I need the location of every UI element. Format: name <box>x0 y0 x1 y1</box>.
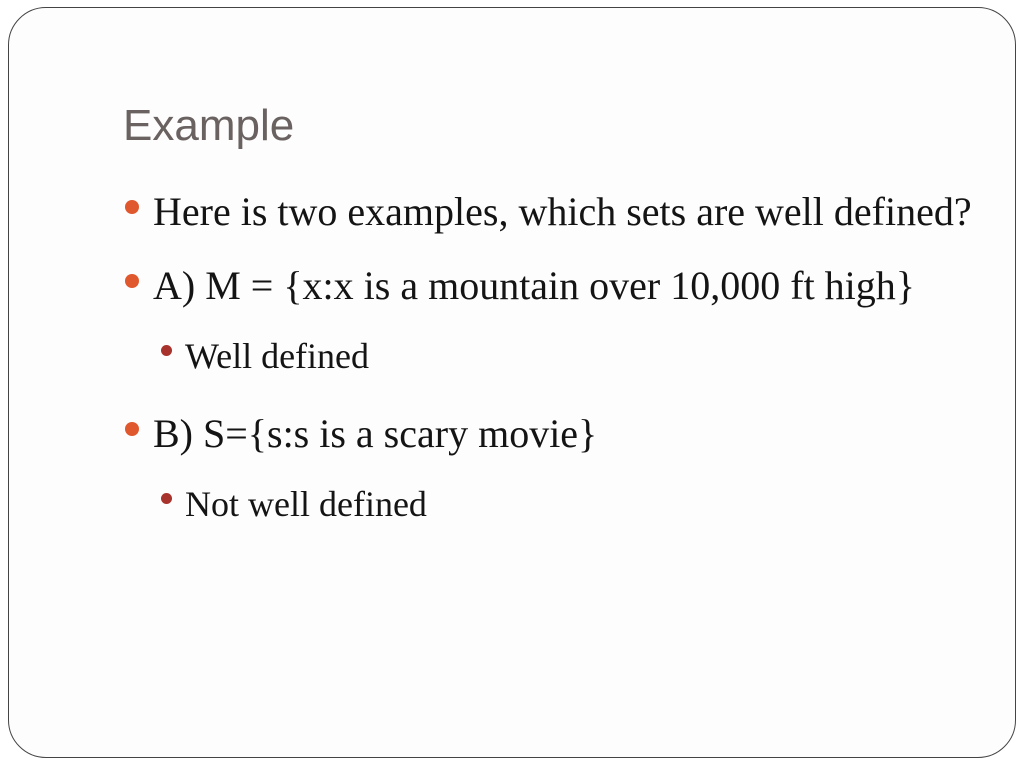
small-circle-bullet-icon <box>161 345 172 356</box>
slide-body <box>121 180 1001 550</box>
sub-bullet-item <box>157 328 1001 384</box>
bullet-text: Here is two examples, which sets are well defined? <box>153 189 972 234</box>
bullet-item <box>121 402 1001 466</box>
bullet-item <box>121 180 1001 244</box>
bullet-item <box>121 254 1001 318</box>
circle-bullet-icon <box>125 200 139 214</box>
sub-bullet-text: Well defined <box>185 336 370 376</box>
bullet-text: B) S={s:s is a scary movie} <box>153 411 598 456</box>
small-circle-bullet-icon <box>161 493 172 504</box>
circle-bullet-icon <box>125 422 139 436</box>
sub-bullet-item <box>157 476 1001 532</box>
slide-title: Example <box>123 101 295 150</box>
bullet-text: A) M = {x:x is a mountain over 10,000 ft high} <box>153 263 915 308</box>
slide-frame <box>8 7 1016 758</box>
sub-bullet-text: Not well defined <box>185 484 427 524</box>
circle-bullet-icon <box>125 274 139 288</box>
